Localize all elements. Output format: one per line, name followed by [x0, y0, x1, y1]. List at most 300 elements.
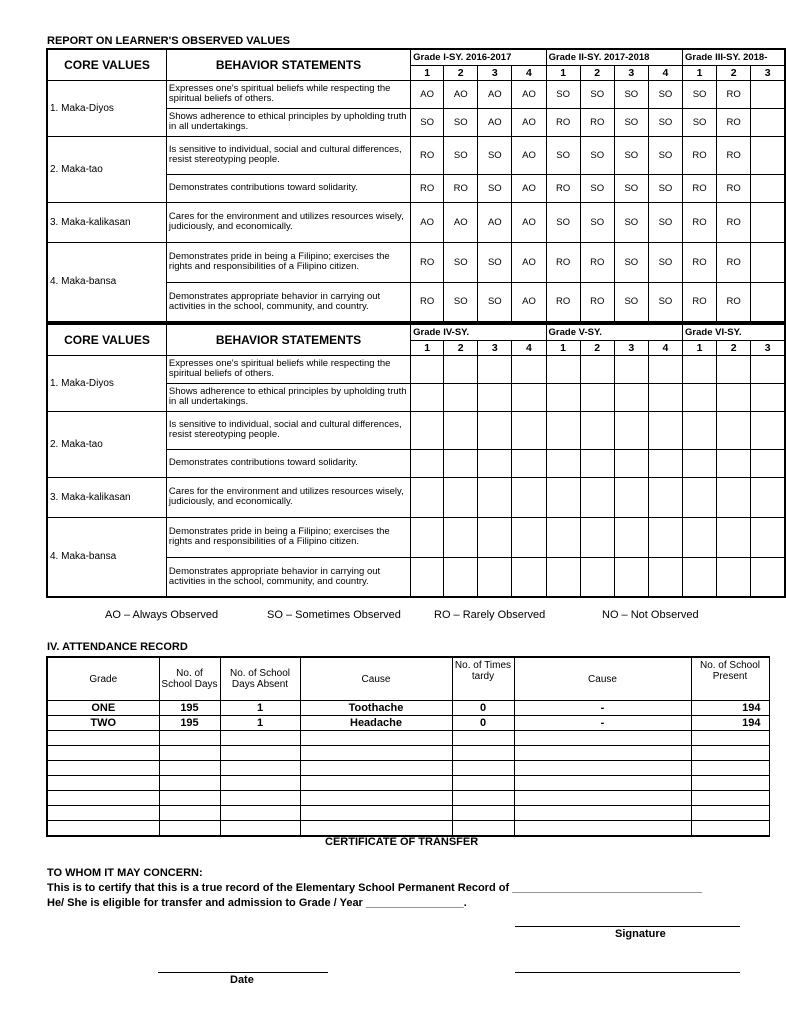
quarter-label: 2	[580, 65, 614, 80]
attendance-days-absent	[220, 761, 300, 776]
rating-cell	[546, 383, 580, 411]
core-value-label: 4. Maka-bansa	[47, 242, 166, 322]
behavior-row	[47, 80, 785, 108]
attendance-times-tardy: 0	[452, 716, 514, 731]
date-label: Date	[230, 974, 254, 986]
behavior-statement: Is sensitive to individual, social and cultural differences, resist stereotyping people.	[166, 411, 410, 449]
rating-cell: RO	[444, 174, 478, 202]
rating-cell	[717, 477, 751, 517]
grade-header: Grade V-SY.	[546, 324, 682, 340]
rating-cell	[546, 355, 580, 383]
rating-cell	[751, 411, 785, 449]
attendance-tardy-cause	[514, 791, 691, 806]
attendance-table	[46, 656, 770, 837]
rating-cell	[751, 242, 785, 282]
attendance-row	[47, 776, 769, 791]
rating-cell: SO	[614, 174, 648, 202]
behavior-statement: Demonstrates contributions toward solidarity.	[166, 174, 410, 202]
rating-cell: RO	[717, 136, 751, 174]
rating-cell	[444, 355, 478, 383]
attendance-days-absent	[220, 776, 300, 791]
attendance-grade: ONE	[47, 701, 159, 716]
attendance-days-present	[691, 821, 769, 837]
rating-cell: RO	[717, 80, 751, 108]
rating-cell	[580, 355, 614, 383]
behavior-row	[47, 411, 785, 449]
rating-cell: SO	[648, 80, 682, 108]
rating-cell: RO	[717, 202, 751, 242]
attendance-days-present: 194	[691, 716, 769, 731]
attendance-grade	[47, 821, 159, 837]
rating-cell	[751, 174, 785, 202]
rating-cell: AO	[444, 80, 478, 108]
rating-cell: RO	[683, 282, 717, 322]
rating-cell	[648, 411, 682, 449]
rating-cell: AO	[512, 108, 546, 136]
attendance-header-grade: Grade	[47, 657, 159, 701]
core-value-label: 4. Maka-bansa	[47, 517, 166, 597]
attendance-days-absent: 1	[220, 716, 300, 731]
core-value-label: 1. Maka-Diyos	[47, 80, 166, 136]
rating-cell	[648, 383, 682, 411]
values-table-grades-1-3	[46, 48, 786, 323]
behavior-statement: Demonstrates appropriate behavior in carrying out activities in the school, community, and country.	[166, 282, 410, 322]
core-values-header: CORE VALUES	[47, 49, 166, 80]
quarter-label: 2	[580, 340, 614, 355]
rating-cell	[478, 477, 512, 517]
quarter-label: 2	[444, 340, 478, 355]
rating-cell	[546, 557, 580, 597]
attendance-row	[47, 731, 769, 746]
behavior-statement: Demonstrates contributions toward solidarity.	[166, 449, 410, 477]
core-value-label: 2. Maka-tao	[47, 136, 166, 202]
quarter-label: 2	[717, 65, 751, 80]
rating-cell: SO	[614, 282, 648, 322]
rating-cell: RO	[546, 108, 580, 136]
attendance-row	[47, 806, 769, 821]
core-value-label: 3. Maka-kalikasan	[47, 477, 166, 517]
rating-cell: RO	[717, 108, 751, 136]
attendance-header-school-days: No. of School Days	[159, 657, 220, 701]
rating-cell	[478, 517, 512, 557]
rating-cell	[648, 449, 682, 477]
attendance-times-tardy	[452, 731, 514, 746]
rating-cell: RO	[683, 136, 717, 174]
rating-cell: RO	[411, 136, 444, 174]
attendance-row	[47, 791, 769, 806]
behavior-row	[47, 242, 785, 282]
attendance-times-tardy	[452, 806, 514, 821]
attendance-cause	[300, 791, 452, 806]
behavior-row	[47, 517, 785, 557]
certificate-to-whom: TO WHOM IT MAY CONCERN:	[47, 867, 203, 879]
behavior-statement: Expresses one's spiritual beliefs while respecting the spiritual beliefs of others.	[166, 355, 410, 383]
rating-cell: SO	[478, 174, 512, 202]
rating-cell	[683, 557, 717, 597]
attendance-title: IV. ATTENDANCE RECORD	[47, 641, 188, 653]
core-values-header: CORE VALUES	[47, 324, 166, 355]
quarter-label: 2	[717, 340, 751, 355]
rating-cell: SO	[444, 108, 478, 136]
rating-cell	[614, 477, 648, 517]
attendance-row	[47, 761, 769, 776]
rating-cell	[751, 80, 785, 108]
attendance-tardy-cause: -	[514, 716, 691, 731]
rating-cell	[444, 449, 478, 477]
rating-cell: SO	[546, 136, 580, 174]
legend-sometimes-observed: SO – Sometimes Observed	[267, 609, 401, 621]
attendance-days-present	[691, 761, 769, 776]
rating-cell	[614, 355, 648, 383]
rating-cell: RO	[717, 242, 751, 282]
attendance-header-days-present: No. of School Present	[691, 657, 769, 701]
rating-cell	[683, 383, 717, 411]
attendance-times-tardy: 0	[452, 701, 514, 716]
rating-cell	[478, 411, 512, 449]
rating-cell	[546, 449, 580, 477]
rating-cell	[648, 517, 682, 557]
behavior-row	[47, 355, 785, 383]
certificate-line-2: He/ She is eligible for transfer and admission to Grade / Year ________________.	[47, 897, 467, 909]
rating-cell	[444, 411, 478, 449]
behavior-statement: Shows adherence to ethical principles by upholding truth in all undertakings.	[166, 108, 410, 136]
grade-header: Grade VI-SY.	[683, 324, 785, 340]
attendance-row	[47, 701, 769, 716]
rating-cell	[683, 355, 717, 383]
rating-cell	[614, 517, 648, 557]
rating-cell: AO	[478, 108, 512, 136]
rating-cell	[580, 411, 614, 449]
rating-cell: RO	[683, 242, 717, 282]
core-value-label: 1. Maka-Diyos	[47, 355, 166, 411]
behavior-statement: Demonstrates pride in being a Filipino; exercises the rights and responsibilities of a Filipino citizen.	[166, 242, 410, 282]
attendance-grade	[47, 791, 159, 806]
rating-cell	[444, 517, 478, 557]
rating-cell: RO	[546, 174, 580, 202]
rating-cell	[512, 557, 546, 597]
attendance-days-present: 194	[691, 701, 769, 716]
rating-cell	[717, 355, 751, 383]
quarter-label: 1	[546, 65, 580, 80]
quarter-label: 1	[683, 65, 717, 80]
rating-cell	[648, 477, 682, 517]
quarter-label: 1	[411, 340, 444, 355]
behavior-row	[47, 202, 785, 242]
attendance-days-absent	[220, 821, 300, 837]
rating-cell: RO	[411, 242, 444, 282]
rating-cell	[411, 517, 444, 557]
attendance-cause	[300, 806, 452, 821]
quarter-label: 4	[512, 340, 546, 355]
rating-cell	[580, 557, 614, 597]
report-title: REPORT ON LEARNER'S OBSERVED VALUES	[47, 35, 291, 47]
core-value-label: 3. Maka-kalikasan	[47, 202, 166, 242]
rating-cell	[751, 136, 785, 174]
attendance-school-days: 195	[159, 716, 220, 731]
rating-cell: AO	[512, 242, 546, 282]
attendance-tardy-cause: -	[514, 701, 691, 716]
rating-cell	[512, 355, 546, 383]
attendance-days-absent	[220, 806, 300, 821]
rating-cell	[411, 411, 444, 449]
grade-header: Grade I-SY. 2016-2017	[411, 49, 546, 65]
rating-cell	[411, 477, 444, 517]
rating-cell	[478, 383, 512, 411]
rating-cell: SO	[614, 80, 648, 108]
rating-cell: AO	[444, 202, 478, 242]
rating-cell	[580, 383, 614, 411]
rating-cell: SO	[546, 202, 580, 242]
rating-cell: RO	[717, 282, 751, 322]
quarter-label: 1	[546, 340, 580, 355]
attendance-days-absent: 1	[220, 701, 300, 716]
attendance-cause	[300, 761, 452, 776]
rating-cell: SO	[648, 202, 682, 242]
rating-cell: RO	[411, 174, 444, 202]
signature-label: Signature	[615, 928, 666, 940]
rating-cell: SO	[444, 242, 478, 282]
attendance-row	[47, 821, 769, 837]
behavior-statement: Cares for the environment and utilizes resources wisely, judiciously, and economically.	[166, 202, 410, 242]
rating-cell	[614, 383, 648, 411]
rating-cell: SO	[683, 80, 717, 108]
signature-line	[515, 926, 740, 927]
attendance-times-tardy	[452, 791, 514, 806]
attendance-tardy-cause	[514, 761, 691, 776]
quarter-label: 3	[614, 340, 648, 355]
rating-cell	[751, 477, 785, 517]
behavior-row	[47, 136, 785, 174]
rating-cell: RO	[546, 282, 580, 322]
rating-cell	[411, 383, 444, 411]
attendance-school-days	[159, 761, 220, 776]
rating-cell	[717, 411, 751, 449]
rating-cell: RO	[580, 282, 614, 322]
rating-cell: SO	[648, 136, 682, 174]
rating-cell: AO	[411, 80, 444, 108]
rating-cell: SO	[580, 202, 614, 242]
rating-cell: AO	[512, 136, 546, 174]
rating-cell	[546, 477, 580, 517]
behavior-statement: Demonstrates pride in being a Filipino; exercises the rights and responsibilities of a Filipino citizen.	[166, 517, 410, 557]
values-table-grades-4-6	[46, 323, 786, 598]
rating-cell	[717, 517, 751, 557]
rating-cell: RO	[717, 174, 751, 202]
rating-cell: RO	[580, 242, 614, 282]
attendance-tardy-cause	[514, 806, 691, 821]
attendance-grade	[47, 806, 159, 821]
rating-cell: AO	[478, 80, 512, 108]
attendance-tardy-cause	[514, 731, 691, 746]
attendance-grade	[47, 761, 159, 776]
grade-header: Grade III-SY. 2018-	[683, 49, 786, 65]
legend-always-observed: AO – Always Observed	[105, 609, 219, 621]
rating-cell	[444, 383, 478, 411]
attendance-school-days: 195	[159, 701, 220, 716]
rating-cell: SO	[478, 242, 512, 282]
rating-cell	[751, 355, 785, 383]
attendance-grade	[47, 776, 159, 791]
rating-cell	[512, 383, 546, 411]
core-value-label: 2. Maka-tao	[47, 411, 166, 477]
attendance-days-absent	[220, 791, 300, 806]
quarter-label: 4	[512, 65, 546, 80]
rating-cell	[751, 517, 785, 557]
rating-cell: RO	[683, 174, 717, 202]
legend-rarely-observed: RO – Rarely Observed	[434, 609, 546, 621]
rating-cell	[478, 557, 512, 597]
rating-cell	[444, 557, 478, 597]
attendance-header-cause-tardy: Cause	[514, 657, 691, 701]
attendance-days-present	[691, 806, 769, 821]
attendance-times-tardy	[452, 746, 514, 761]
rating-cell: RO	[411, 282, 444, 322]
attendance-school-days	[159, 776, 220, 791]
attendance-grade: TWO	[47, 716, 159, 731]
behavior-statements-header: BEHAVIOR STATEMENTS	[166, 324, 410, 355]
rating-cell: SO	[614, 242, 648, 282]
attendance-days-present	[691, 776, 769, 791]
attendance-school-days	[159, 821, 220, 837]
rating-cell: SO	[648, 282, 682, 322]
rating-cell: AO	[478, 202, 512, 242]
rating-cell	[478, 355, 512, 383]
grade-header: Grade IV-SY.	[411, 324, 546, 340]
rating-cell	[683, 449, 717, 477]
rating-cell	[648, 557, 682, 597]
quarter-label: 4	[648, 340, 682, 355]
attendance-header-cause: Cause	[300, 657, 452, 701]
attendance-cause: Toothache	[300, 701, 452, 716]
rating-cell	[683, 517, 717, 557]
rating-cell	[717, 557, 751, 597]
rating-cell: RO	[580, 108, 614, 136]
grade-header: Grade II-SY. 2017-2018	[546, 49, 682, 65]
attendance-grade	[47, 746, 159, 761]
quarter-label: 3	[478, 65, 512, 80]
rating-cell	[512, 477, 546, 517]
rating-cell: SO	[580, 80, 614, 108]
rating-cell	[751, 108, 785, 136]
rating-cell	[614, 449, 648, 477]
attendance-header-days-absent: No. of School Days Absent	[220, 657, 300, 701]
rating-cell: SO	[546, 80, 580, 108]
rating-cell: SO	[648, 174, 682, 202]
attendance-cause	[300, 821, 452, 837]
rating-cell: RO	[683, 202, 717, 242]
behavior-statement: Is sensitive to individual, social and cultural differences, resist stereotyping people.	[166, 136, 410, 174]
behavior-statement: Expresses one's spiritual beliefs while respecting the spiritual beliefs of others.	[166, 80, 410, 108]
certificate-line-1: This is to certify that this is a true record of the Elementary School Permanent Record of _______________________________	[47, 882, 702, 894]
rating-cell: SO	[411, 108, 444, 136]
attendance-school-days	[159, 806, 220, 821]
rating-cell	[580, 449, 614, 477]
rating-cell	[751, 383, 785, 411]
rating-cell: SO	[614, 202, 648, 242]
rating-cell	[546, 517, 580, 557]
rating-cell: SO	[614, 136, 648, 174]
attendance-tardy-cause	[514, 746, 691, 761]
attendance-school-days	[159, 791, 220, 806]
rating-cell	[546, 411, 580, 449]
attendance-row	[47, 716, 769, 731]
rating-cell	[614, 557, 648, 597]
quarter-label: 4	[648, 65, 682, 80]
rating-cell: SO	[683, 108, 717, 136]
attendance-header-times-tardy: No. of Times tardy	[452, 657, 514, 701]
behavior-row	[47, 477, 785, 517]
attendance-cause	[300, 776, 452, 791]
rating-cell	[411, 449, 444, 477]
quarter-label: 2	[444, 65, 478, 80]
behavior-statement: Demonstrates appropriate behavior in carrying out activities in the school, community, and country.	[166, 557, 410, 597]
rating-cell: RO	[546, 242, 580, 282]
quarter-label: 1	[683, 340, 717, 355]
rating-cell	[683, 477, 717, 517]
rating-cell: SO	[614, 108, 648, 136]
rating-cell: SO	[478, 282, 512, 322]
rating-cell	[751, 282, 785, 322]
rating-cell	[512, 411, 546, 449]
rating-cell	[751, 557, 785, 597]
attendance-days-present	[691, 731, 769, 746]
rating-cell	[512, 449, 546, 477]
rating-cell: AO	[512, 282, 546, 322]
attendance-days-absent	[220, 746, 300, 761]
quarter-label: 3	[478, 340, 512, 355]
attendance-grade	[47, 731, 159, 746]
rating-cell	[614, 411, 648, 449]
attendance-row	[47, 746, 769, 761]
rating-cell: SO	[648, 242, 682, 282]
rating-cell: SO	[444, 282, 478, 322]
attendance-tardy-cause	[514, 821, 691, 837]
behavior-statements-header: BEHAVIOR STATEMENTS	[166, 49, 410, 80]
rating-cell	[717, 449, 751, 477]
quarter-label: 3	[751, 65, 785, 80]
attendance-school-days	[159, 746, 220, 761]
attendance-cause	[300, 746, 452, 761]
behavior-statement: Shows adherence to ethical principles by upholding truth in all undertakings.	[166, 383, 410, 411]
rating-cell: SO	[478, 136, 512, 174]
rating-cell: SO	[580, 136, 614, 174]
quarter-label: 1	[411, 65, 444, 80]
certificate-title: CERTIFICATE OF TRANSFER	[325, 836, 479, 848]
attendance-days-absent	[220, 731, 300, 746]
rating-cell	[751, 202, 785, 242]
rating-cell	[512, 517, 546, 557]
rating-cell	[444, 477, 478, 517]
rating-cell	[751, 449, 785, 477]
attendance-cause	[300, 731, 452, 746]
rating-cell	[580, 517, 614, 557]
rating-cell	[580, 477, 614, 517]
rating-cell	[717, 383, 751, 411]
legend-not-observed: NO – Not Observed	[602, 609, 699, 621]
rating-cell: SO	[580, 174, 614, 202]
rating-cell	[411, 355, 444, 383]
date-line	[158, 972, 328, 973]
rating-cell: AO	[512, 174, 546, 202]
attendance-cause: Headache	[300, 716, 452, 731]
rating-cell	[683, 411, 717, 449]
attendance-times-tardy	[452, 821, 514, 837]
attendance-times-tardy	[452, 776, 514, 791]
rating-cell: SO	[648, 108, 682, 136]
quarter-label: 3	[614, 65, 648, 80]
attendance-tardy-cause	[514, 776, 691, 791]
rating-cell: AO	[411, 202, 444, 242]
